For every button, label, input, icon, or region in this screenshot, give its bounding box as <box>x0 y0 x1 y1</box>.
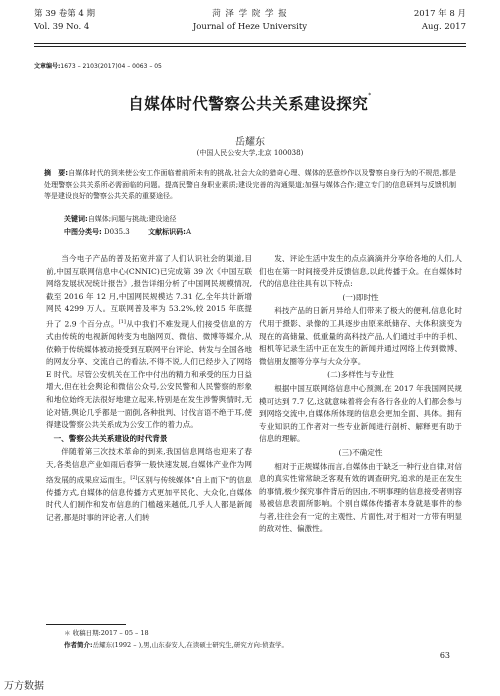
paragraph: 根据中国互联网络信息中心预测,在 2017 年我国网民规模可达到 7.7 亿,这就意味着将会有各行各业的人们都会参与到网络交流中,自媒体所体现的信息会更加全面、具体。拥有专业知识的工作者对一些专业新闻进行剖析、解释更有助于信息的理解。 <box>259 383 462 444</box>
paragraph: 相对于正规媒体而言,自媒体由于缺乏一种行业自律,对信息的真实性常常缺乏客观有效的调查研究,追求的是正在发生的事情,极少探究事件背后的因由,不明事理的信息接受者则容易被信息表面所影响。个别自媒体传播者本身就是事件的参与者,往往会有一定的主观性、片面性,对于相对一方带有明显的敌对性、偏激性。 <box>259 461 462 534</box>
volume-cn: 第 39 卷第 4 期 <box>34 9 96 19</box>
paper-title <box>0 92 500 114</box>
author-bio-text: 岳耀东(1992 – ),男,山东泰安人,在读硕士研究生,研究方向:侦查学。 <box>92 641 289 649</box>
page-number: 63 <box>439 651 450 660</box>
article-number-value: 1673 – 2103(2017)04 – 0063 – 05 <box>60 63 162 70</box>
clc-value: D035.3 <box>104 228 130 236</box>
paragraph: 伴随着第三次技术革命的到来,我国信息网络也迎来了春天,各类信息产业如雨后春笋一般快速发展,自媒体产业作为网络发展的成果应运而生。[2]区别与传统媒体"自上而下"的信息传播方式,自媒体的信息传播方式更加平民化、大众化,自媒体时代人们制作和发布信息的门槛越来越低,几乎人人都是新闻记者,都是时事的评论者,人们转 <box>46 447 253 522</box>
section-heading: 一、警察公共关系建设的时代背景 <box>53 433 168 443</box>
paragraph: 当今电子产品的普及拓宽并富了人们认识社会的渠道,目前,中国互联网信息中心(CNNIC)已完成第 39 次《中国互联网络发展状况统计报告》,报告详细分析了中国网民规模情况,截至 2016 年 12 月,中国网民规模达 7.31 亿,全年共计新增网民 4299 万人。互联网普及率为 53.2%,较 2015 年底提升了 2.9 个百分点。[1]从中我们不难发现人们接受信息的方式由传统的电视新闻转变为电脑网页、微信、微博等媒介,从依赖于传统媒体被动接受到互联网平台评论、转发与全国各地的网友分享、交流自己的看法,不得不说,人们已经步入了网络 E 时代。尽管公安机关在工作中付出的精力和承受的压力日益增大,但在社会舆论和微信公众号,公安民警和人民警察的形象和地位始终无法很好地建立起来,特别是在发生涉警舆情时,无论对错,舆论几乎都是一面倒,各种批判、讨伐言语不绝于耳,使得建设警察公共关系成为公安工作的着力点。 <box>46 254 253 430</box>
watermark-text: 万方数据 <box>4 681 44 692</box>
abstract-text: 自媒体时代的到来使公安工作面临着前所未有的挑战,社会大众的猎奇心理、媒体的恶意炒作以及警察自身行为的不规范,都是处理警察公共关系所必需面临的问题。提高民警自身职业素质;建设完善的沟通渠道;加强与媒体合作;建立专门的信息研判与反馈机制等是建设良好的警察公共关系的重要途径。 <box>44 169 456 200</box>
journal-name-cn: 菏 泽 学 院 学 报 <box>212 9 288 19</box>
body-column-right <box>259 253 462 536</box>
journal-name-en: Journal of Heze University <box>192 22 308 32</box>
doc-code-value: A <box>185 228 192 236</box>
abstract <box>44 168 456 203</box>
footnote-received: ＊ 收稿日期:2017 – 05 – 18 <box>64 629 149 637</box>
clc-label: 中图分类号: <box>64 228 102 236</box>
doc-code-label: 文献标识码: <box>148 228 186 236</box>
article-number-label: 文章编号: <box>34 63 61 70</box>
article-number <box>34 61 162 70</box>
paper-title-text: 自媒体时代警察公共关系建设探究 <box>128 95 369 113</box>
subsection-heading: (一)即时性 <box>342 292 379 302</box>
citation-mark: [2] <box>130 474 138 481</box>
date-en: Aug. 2017 <box>421 22 466 32</box>
paragraph: 科技产品的日新月异给人们带来了极大的便利,信息化时代用于摄影、录像的工具逐步由原来纸储存、大体积演变为现在的高储量、低重量的高科技产品,人们通过手中的手机、相机等记录生活中正在发生的新闻并通过网络上传到微博、微信朋友圈等分享与大众分享。 <box>259 306 462 366</box>
paragraph: 发、评论生活中发生的点点滴滴并分享给各地的人们,人们也在第一时间接受并反馈信息,以此传播于众。在自媒体时代的信息往往具有以下特点: <box>259 254 462 289</box>
footnote-author-bio <box>64 640 288 649</box>
date-cn: 2017 年 8 月 <box>413 9 466 19</box>
author-bio-label: 作者简介: <box>64 641 93 649</box>
subsection-heading: (三)不确定性 <box>338 447 383 457</box>
classification-line <box>64 227 191 237</box>
citation-mark: [1] <box>118 318 126 325</box>
author-affiliation: (中国人民公安大学,北京 100038) <box>196 149 304 157</box>
author-name: 岳耀东 <box>235 137 265 148</box>
body-column-left <box>46 253 252 525</box>
title-footnote-mark: * <box>368 92 372 99</box>
keywords-text: 自媒体;问题与挑战;建设途径 <box>87 215 177 223</box>
footnote-rule <box>46 624 126 625</box>
subsection-heading: (二)多样性与专业性 <box>327 370 394 380</box>
header-rule-thick <box>34 43 466 44</box>
running-header <box>34 8 466 48</box>
keywords <box>64 214 177 224</box>
abstract-label: 摘 要: <box>44 169 69 177</box>
keywords-label: 关键词: <box>64 215 88 223</box>
header-rule-thin <box>34 46 466 47</box>
volume-en: Vol. 39 No. 4 <box>34 22 90 32</box>
